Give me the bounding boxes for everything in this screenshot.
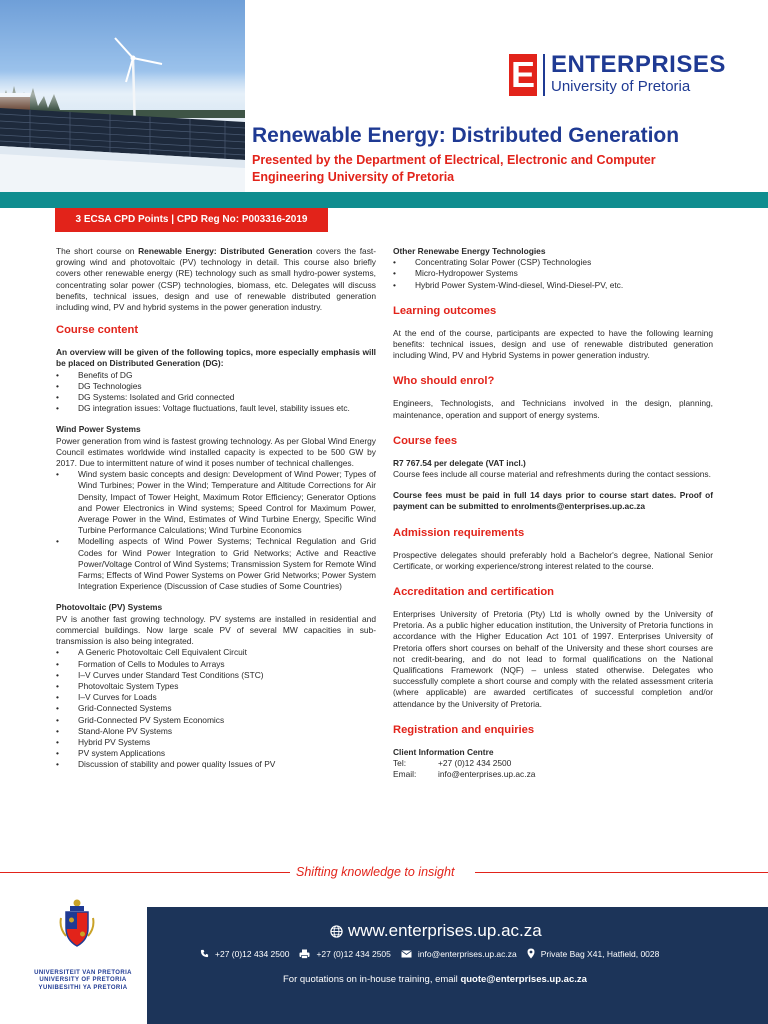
- footer-email-link[interactable]: info@enterprises.up.ac.za: [417, 948, 517, 959]
- list-item: • Benefits of DG: [56, 370, 376, 381]
- globe-icon: [330, 925, 343, 938]
- fees-payment-note: Course fees must be paid in full 14 days prior to course start dates. Proof of payment can be submitted to enrolments@enterprises.up.ac.za: [393, 490, 713, 512]
- envelope-icon: [401, 950, 412, 958]
- teal-band: [0, 192, 768, 208]
- list-item: • DG integration issues: Voltage fluctuations, fault level, stability issues etc.: [56, 403, 376, 414]
- list-item: • Grid-Connected PV System Economics: [56, 715, 376, 726]
- university-name-afrikaans: UNIVERSITEIT VAN PRETORIA: [34, 970, 132, 976]
- footer-address: [527, 948, 660, 959]
- fax-icon: [299, 949, 310, 959]
- website-link[interactable]: www.enterprises.up.ac.za: [348, 921, 542, 940]
- intro-paragraph: [56, 246, 376, 313]
- list-item: • Stand-Alone PV Systems: [56, 726, 376, 737]
- list-item: • DG Systems: Isolated and Grid connected: [56, 392, 376, 403]
- course-content-heading: Course content: [56, 324, 139, 337]
- accreditation-heading: Accreditation and certification: [393, 586, 555, 599]
- registration-heading: Registration and enquiries: [393, 723, 535, 736]
- phone-icon: [200, 949, 209, 958]
- course-fees-heading: Course fees: [393, 434, 458, 447]
- cpd-badge: 3 ECSA CPD Points | CPD Reg No: P003316-2019: [55, 208, 328, 232]
- list-item: • I–V Curves for Loads: [56, 692, 376, 703]
- left-column: [56, 246, 376, 771]
- pv-topic-list: [56, 647, 376, 770]
- location-pin-icon: [527, 948, 535, 959]
- university-crest-icon: [58, 898, 96, 948]
- list-item: • DG Technologies: [56, 381, 376, 392]
- footer-fax: [299, 949, 390, 959]
- tagline: Shifting knowledge to insight: [296, 865, 455, 879]
- logo-name: ENTERPRISES: [551, 51, 726, 78]
- quote-text: For quotations on in-house training, email: [283, 974, 461, 985]
- list-item: • Discussion of stability and power quality Issues of PV: [56, 759, 376, 770]
- website-row: [330, 921, 542, 941]
- university-name-english: UNIVERSITY OF PRETORIA: [39, 977, 127, 984]
- list-item: • Micro-Hydropower Systems: [393, 268, 713, 279]
- list-item: • Hybrid PV Systems: [56, 737, 376, 748]
- right-column: [393, 246, 713, 780]
- admission-text: Prospective delegates should preferably hold a Bachelor's degree, National Senior Certificate, or working experience/strong interest related to the course.: [393, 549, 713, 571]
- tel-label: Tel:: [393, 758, 407, 769]
- hero-photo-solar-wind: [0, 0, 245, 192]
- footer-phone: [200, 949, 289, 959]
- admission-heading: Admission requirements: [393, 526, 525, 539]
- list-item: • I–V Curves under Standard Test Conditions (STC): [56, 670, 376, 681]
- university-names: [33, 970, 133, 992]
- client-centre-label: Client Information Centre: [393, 746, 494, 757]
- solar-panel-field-graphic: [0, 102, 245, 192]
- other-tech-heading: Other Renewabe Energy Technologies: [393, 246, 546, 256]
- contact-row: [200, 948, 669, 959]
- tagline-rule-right: [475, 872, 768, 873]
- list-item: • Concentrating Solar Power (CSP) Technologies: [393, 257, 713, 268]
- overview-text: An overview will be given of the following topics, more especially emphasis will be placed on Distributed Generation (DG):: [56, 347, 376, 369]
- list-item: • Wind system basic concepts and design: Development of Wind Power; Types of Wind Turbines; Power in the Wind; Temperature and Altitude Corrections for Air Density, Impact of Tower Height, Maximum Rotor Efficiency; Generator Options and Power Electronics in Wind systems; Speed Control for Maximum Power, Average Power in the Wind, Estimates of Wind Turbine Energy, Specific Wind Turbine Performance Calculations; Wind Turbine Economics: [56, 469, 376, 536]
- wind-heading: Wind Power Systems: [56, 424, 141, 435]
- pv-heading: Photovoltaic (PV) Systems: [56, 602, 163, 613]
- email-row: [393, 769, 713, 780]
- wind-topic-list: [56, 469, 376, 592]
- learning-outcomes-heading: Learning outcomes: [393, 304, 497, 317]
- course-presenter: Presented by the Department of Electrical, Electronic and Computer Engineering University of Pretoria: [252, 153, 656, 184]
- list-item: • A Generic Photovoltaic Cell Equivalent Circuit: [56, 647, 376, 658]
- accreditation-text: Enterprises University of Pretoria (Pty) Ltd is wholly owned by the University of Pretoria. As a public higher education institution, the University of Pretoria functions in accordance with the Higher Education Act 101 of 1997. Enterprises University of Pretoria offers short courses on behalf of the University and these short courses are not credit-bearing, and do not lead to formal qualifications on the National Qualifications Framework (NQF) – unless stated otherwise. Delegates who successfully complete a short course and comply with the related assessment criteria (where applicable) are awarded certificates of successful completion and/or attendance by the University of Pretoria.: [393, 609, 713, 709]
- wind-paragraph: Power generation from wind is fastest growing technology. As per Global Wind Energy Council estimates worldwide wind installed capacity is expected to be 500 GW by 2017. Due to intermittent nature of wind it poses number of technical challenges.: [56, 435, 376, 469]
- who-should-enrol-heading: Who should enrol?: [393, 375, 495, 388]
- list-item: • Hybrid Power System-Wind-diesel, Wind-Diesel-PV, etc.: [393, 280, 713, 291]
- quote-row: [283, 974, 587, 985]
- tagline-rule-left: [0, 872, 290, 873]
- list-item: • Modelling aspects of Wind Power Systems; Technical Regulation and Grid Codes for Wind Power Integration to Grid Networks; Active and Reactive Power/Voltage Control of Wind Systems; Transmission System for Remote Wind Farms; Effects of Wind Power Systems on Power Grid Networks; Power System Integration Experience (Discussion of Case studies of Some Countries): [56, 536, 376, 592]
- list-item: • PV system Applications: [56, 748, 376, 759]
- learning-outcomes-text: At the end of the course, participants are expected to have the following learning benefits: technical issues, design and use of renewable distributed generation including Wind, PV and Hybrid Systems in power generation industry.: [393, 327, 713, 361]
- tel-value: +27 (0)12 434 2500: [438, 758, 512, 769]
- email-link[interactable]: info@enterprises.up.ac.za: [438, 769, 536, 780]
- list-item: • Grid-Connected Systems: [56, 703, 376, 714]
- university-name-sepedi: YUNIBESITHI YA PRETORIA: [38, 984, 128, 991]
- intro-text-start: The short course on: [56, 246, 139, 256]
- who-should-enrol-text: Engineers, Technologists, and Technicians involved in the design, planning, maintenance, operation and support of energy systems.: [393, 398, 713, 420]
- fees-text: Course fees include all course material and refreshments during the contact sessions.: [393, 469, 711, 480]
- enterprises-logo: [509, 51, 726, 98]
- pv-paragraph: PV is another fast growing technology. PV systems are installed in residential and commercial buildings. Now large scale PV of several MW capacities in sub-transmission is also being integrated.: [56, 613, 376, 647]
- quote-email-link[interactable]: quote@enterprises.up.ac.za: [460, 974, 587, 985]
- fees-amount: R7 767.54 per delegate (VAT incl.): [393, 457, 526, 468]
- tel-row: [393, 758, 713, 769]
- logo-subtitle: University of Pretoria: [551, 78, 691, 95]
- footer-email: [401, 949, 517, 959]
- intro-course-name: Renewable Energy: Distributed Generation: [138, 246, 313, 256]
- intro-text-rest: covers the fast-growing wind and photovoltaic (PV) technology in detail. This course also briefly covers other renewable energy (RE) technology such as small hydro-power systems, concentrating solar power (CSP) technologies, biomass, etc. Delegates will discuss benefits, technical issues, design and use of renewable distributed generation including wind, PV and hybrid systems in the power generation industry.: [56, 246, 376, 313]
- footer-contact-bar: [147, 907, 768, 1024]
- logo-letter: E: [510, 54, 535, 95]
- course-title: Renewable Energy: Distributed Generation: [252, 124, 680, 147]
- other-tech-list: [393, 257, 713, 291]
- email-label: Email:: [393, 769, 417, 780]
- logo-divider: [543, 54, 545, 96]
- list-item: • Formation of Cells to Modules to Arrays: [56, 659, 376, 670]
- list-item: • Photovoltaic System Types: [56, 681, 376, 692]
- footer-fax-text: +27 (0)12 434 2505: [316, 948, 391, 959]
- footer-address-text: Private Bag X41, Hatfield, 0028: [540, 948, 660, 959]
- footer-phone-text[interactable]: +27 (0)12 434 2500: [215, 948, 290, 959]
- dg-topic-list: [56, 370, 376, 415]
